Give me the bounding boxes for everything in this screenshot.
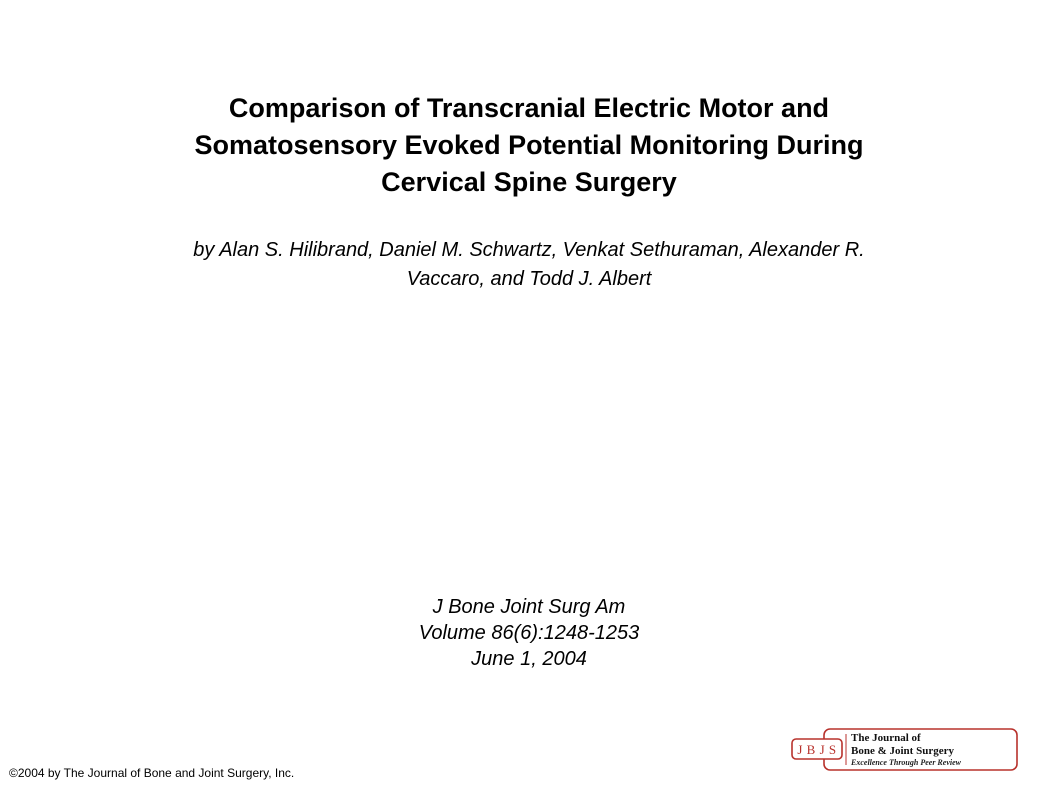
copyright-notice: ©2004 by The Journal of Bone and Joint Surgery, Inc. <box>9 766 295 780</box>
logo-tagline: Excellence Through Peer Review <box>851 758 961 767</box>
author-list-line-2: Vaccaro, and Todd J. Albert <box>406 268 652 290</box>
author-list-line-1: by Alan S. Hilibrand, Daniel M. Schwartz, Venkat Sethuraman, Alexander R. <box>193 239 865 261</box>
article-title-line-1: Comparison of Transcranial Electric Motor and <box>228 93 830 123</box>
citation-block <box>40 594 1018 672</box>
citation-date: June 1, 2004 <box>471 648 587 670</box>
article-title-line-2: Somatosensory Evoked Potential Monitoring During <box>194 130 864 160</box>
article-title-line-3: Cervical Spine Surgery <box>381 167 677 197</box>
citation-journal: J Bone Joint Surg Am <box>432 596 626 618</box>
logo-line-1: The Journal of <box>851 732 921 744</box>
journal-logo <box>790 728 1019 772</box>
article-title <box>40 90 1018 201</box>
logo-line-2: Bone & Joint Surgery <box>851 745 954 757</box>
author-list <box>40 236 1018 294</box>
citation-volume: Volume 86(6):1248-1253 <box>418 622 640 644</box>
logo-monogram: J B J S <box>797 742 837 757</box>
